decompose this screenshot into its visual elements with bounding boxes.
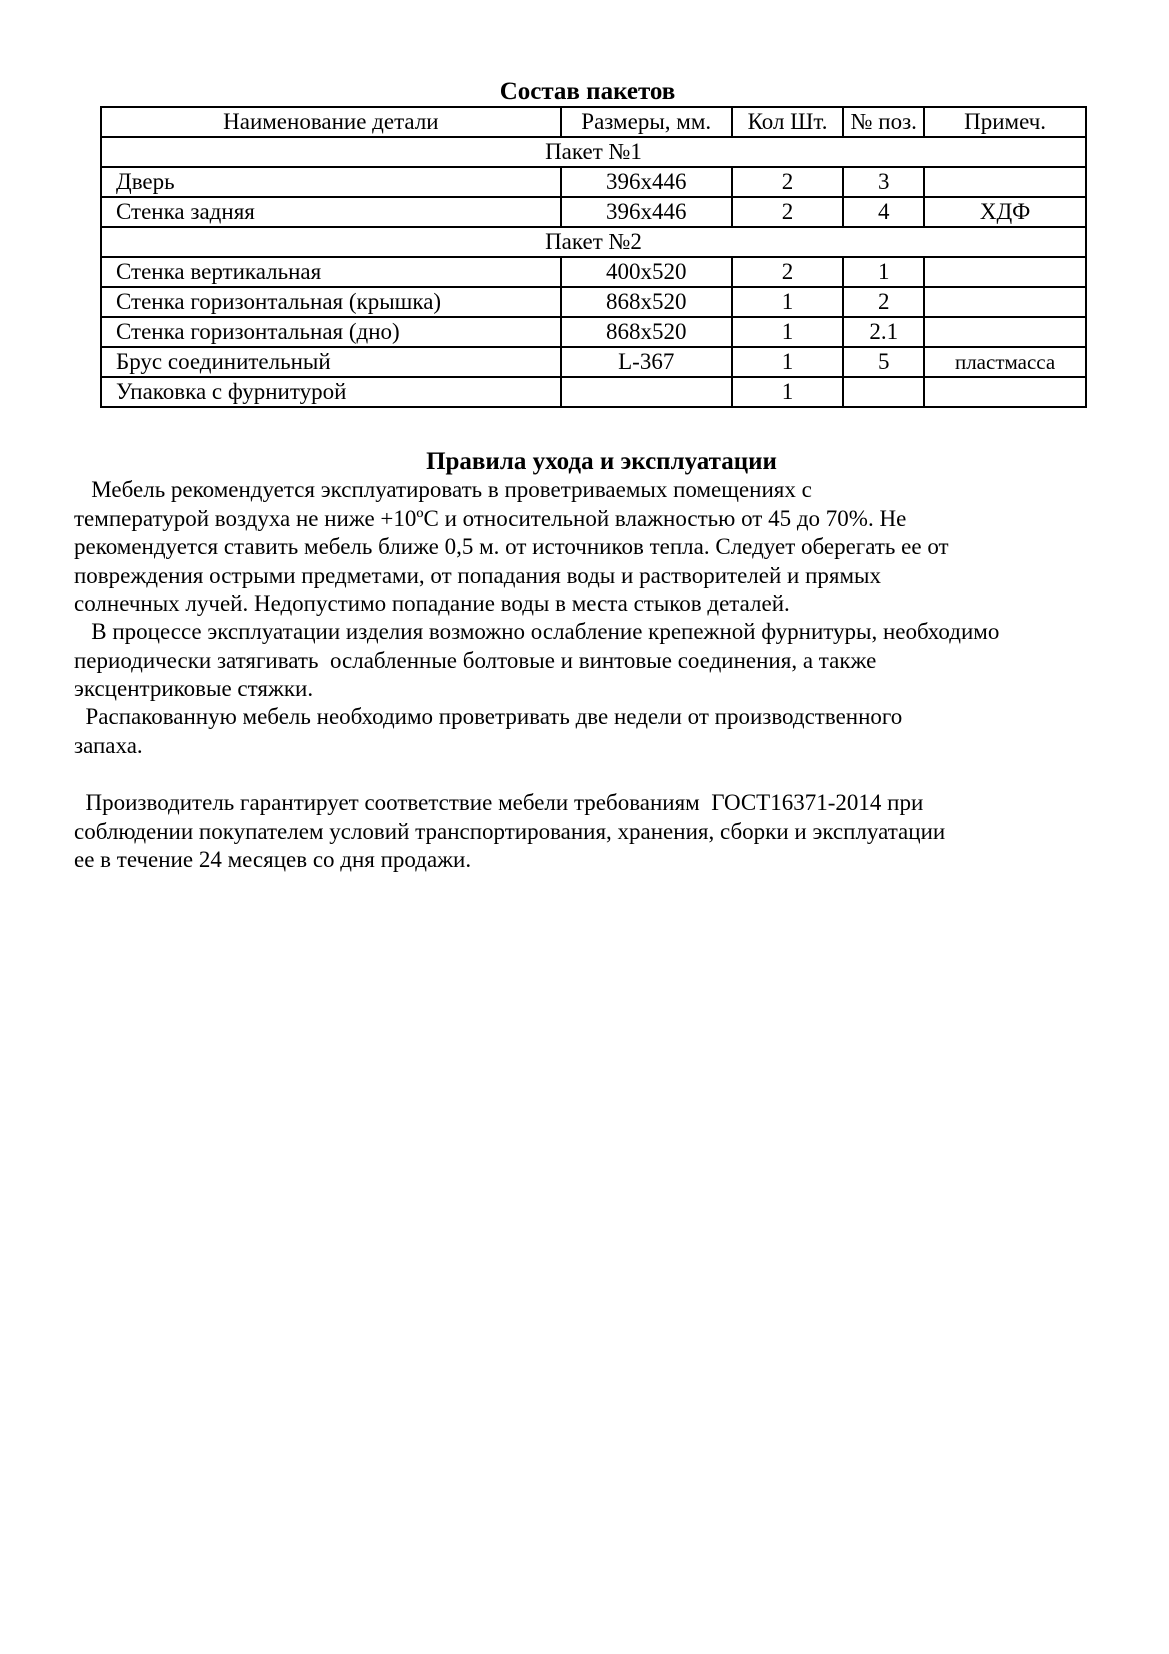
part-size: L-367 — [561, 347, 732, 377]
table-header-row — [101, 107, 1086, 137]
part-size: 868х520 — [561, 317, 732, 347]
package-label: Пакет №1 — [101, 137, 1086, 167]
care-paragraph-fittings — [74, 618, 1114, 704]
care-paragraph-ventilation — [74, 476, 1114, 619]
part-position: 1 — [843, 257, 924, 287]
text-line: периодически затягивать ослабленные болтовые и винтовые соединения, а также — [74, 647, 877, 673]
text-line: Мебель рекомендуется эксплуатировать в проветриваемых помещениях с — [74, 477, 812, 502]
text-line: В процессе эксплуатации изделия возможно ослабление крепежной фурнитуры, необходимо — [74, 619, 1000, 644]
text-line: эксцентриковые стяжки. — [74, 676, 314, 701]
part-position: 2.1 — [843, 317, 924, 347]
part-size — [561, 377, 732, 407]
part-qty: 2 — [732, 167, 844, 197]
care-paragraph-airing — [74, 703, 1114, 760]
header-qty: Кол Шт. — [732, 107, 844, 137]
header-note: Примеч. — [924, 107, 1086, 137]
part-name: Брус соединительный — [101, 347, 561, 377]
table-row — [101, 167, 1086, 197]
part-position: 5 — [843, 347, 924, 377]
care-rules-title: Правила ухода и эксплуатации — [426, 448, 777, 475]
part-note — [924, 317, 1086, 347]
table-row — [101, 317, 1086, 347]
part-size: 868х520 — [561, 287, 732, 317]
text-line: ее в течение 24 месяцев со дня продажи. — [74, 847, 472, 872]
header-part-name: Наименование детали — [101, 107, 561, 137]
package-row — [101, 137, 1086, 167]
part-name: Стенка горизонтальная (дно) — [101, 317, 561, 347]
text-line: рекомендуется ставить мебель ближе 0,5 м. от источников тепла. Следует оберегать ее от — [74, 534, 949, 559]
packages-table — [100, 106, 1087, 408]
text-line: Производитель гарантирует соответствие мебели требованиям ГОСТ16371-2014 при — [74, 790, 924, 815]
part-position — [843, 377, 924, 407]
table-row — [101, 287, 1086, 317]
text-line: запаха. — [74, 732, 143, 758]
text-line: повреждения острыми предметами, от попадания воды и растворителей и прямых — [74, 562, 882, 588]
part-qty: 1 — [732, 287, 844, 317]
part-qty: 1 — [732, 347, 844, 377]
table-row — [101, 197, 1086, 227]
warranty-paragraph — [74, 789, 1114, 875]
part-note — [924, 287, 1086, 317]
part-qty: 2 — [732, 257, 844, 287]
part-position: 2 — [843, 287, 924, 317]
part-name: Стенка задняя — [101, 197, 561, 227]
part-name: Стенка горизонтальная (крышка) — [101, 287, 561, 317]
text-line: соблюдении покупателем условий транспортирования, хранения, сборки и эксплуатации — [74, 818, 946, 844]
part-name: Упаковка с фурнитурой — [101, 377, 561, 407]
package-row — [101, 227, 1086, 257]
packages-title: Состав пакетов — [499, 78, 676, 105]
part-note — [924, 257, 1086, 287]
text-line: температурой воздуха не ниже +10ºС и относительной влажностью от 45 до 70%. Не — [74, 505, 907, 531]
part-size: 396х446 — [561, 167, 732, 197]
table-row — [101, 257, 1086, 287]
table-row — [101, 377, 1086, 407]
text-line: Распакованную мебель необходимо проветривать две недели от производственного — [74, 704, 903, 729]
header-size: Размеры, мм. — [561, 107, 732, 137]
text-line: солнечных лучей. Недопустимо попадание воды в места стыков деталей. — [74, 591, 790, 616]
part-note: ХДФ — [924, 197, 1086, 227]
part-qty: 1 — [732, 317, 844, 347]
part-size: 396х446 — [561, 197, 732, 227]
part-note — [924, 167, 1086, 197]
part-qty: 2 — [732, 197, 844, 227]
table-row — [101, 347, 1086, 377]
part-position: 3 — [843, 167, 924, 197]
part-name: Дверь — [101, 167, 561, 197]
part-note — [924, 377, 1086, 407]
part-size: 400х520 — [561, 257, 732, 287]
header-position: № поз. — [843, 107, 924, 137]
part-qty: 1 — [732, 377, 844, 407]
part-note: пластмасса — [924, 347, 1086, 377]
package-label: Пакет №2 — [101, 227, 1086, 257]
part-position: 4 — [843, 197, 924, 227]
part-name: Стенка вертикальная — [101, 257, 561, 287]
